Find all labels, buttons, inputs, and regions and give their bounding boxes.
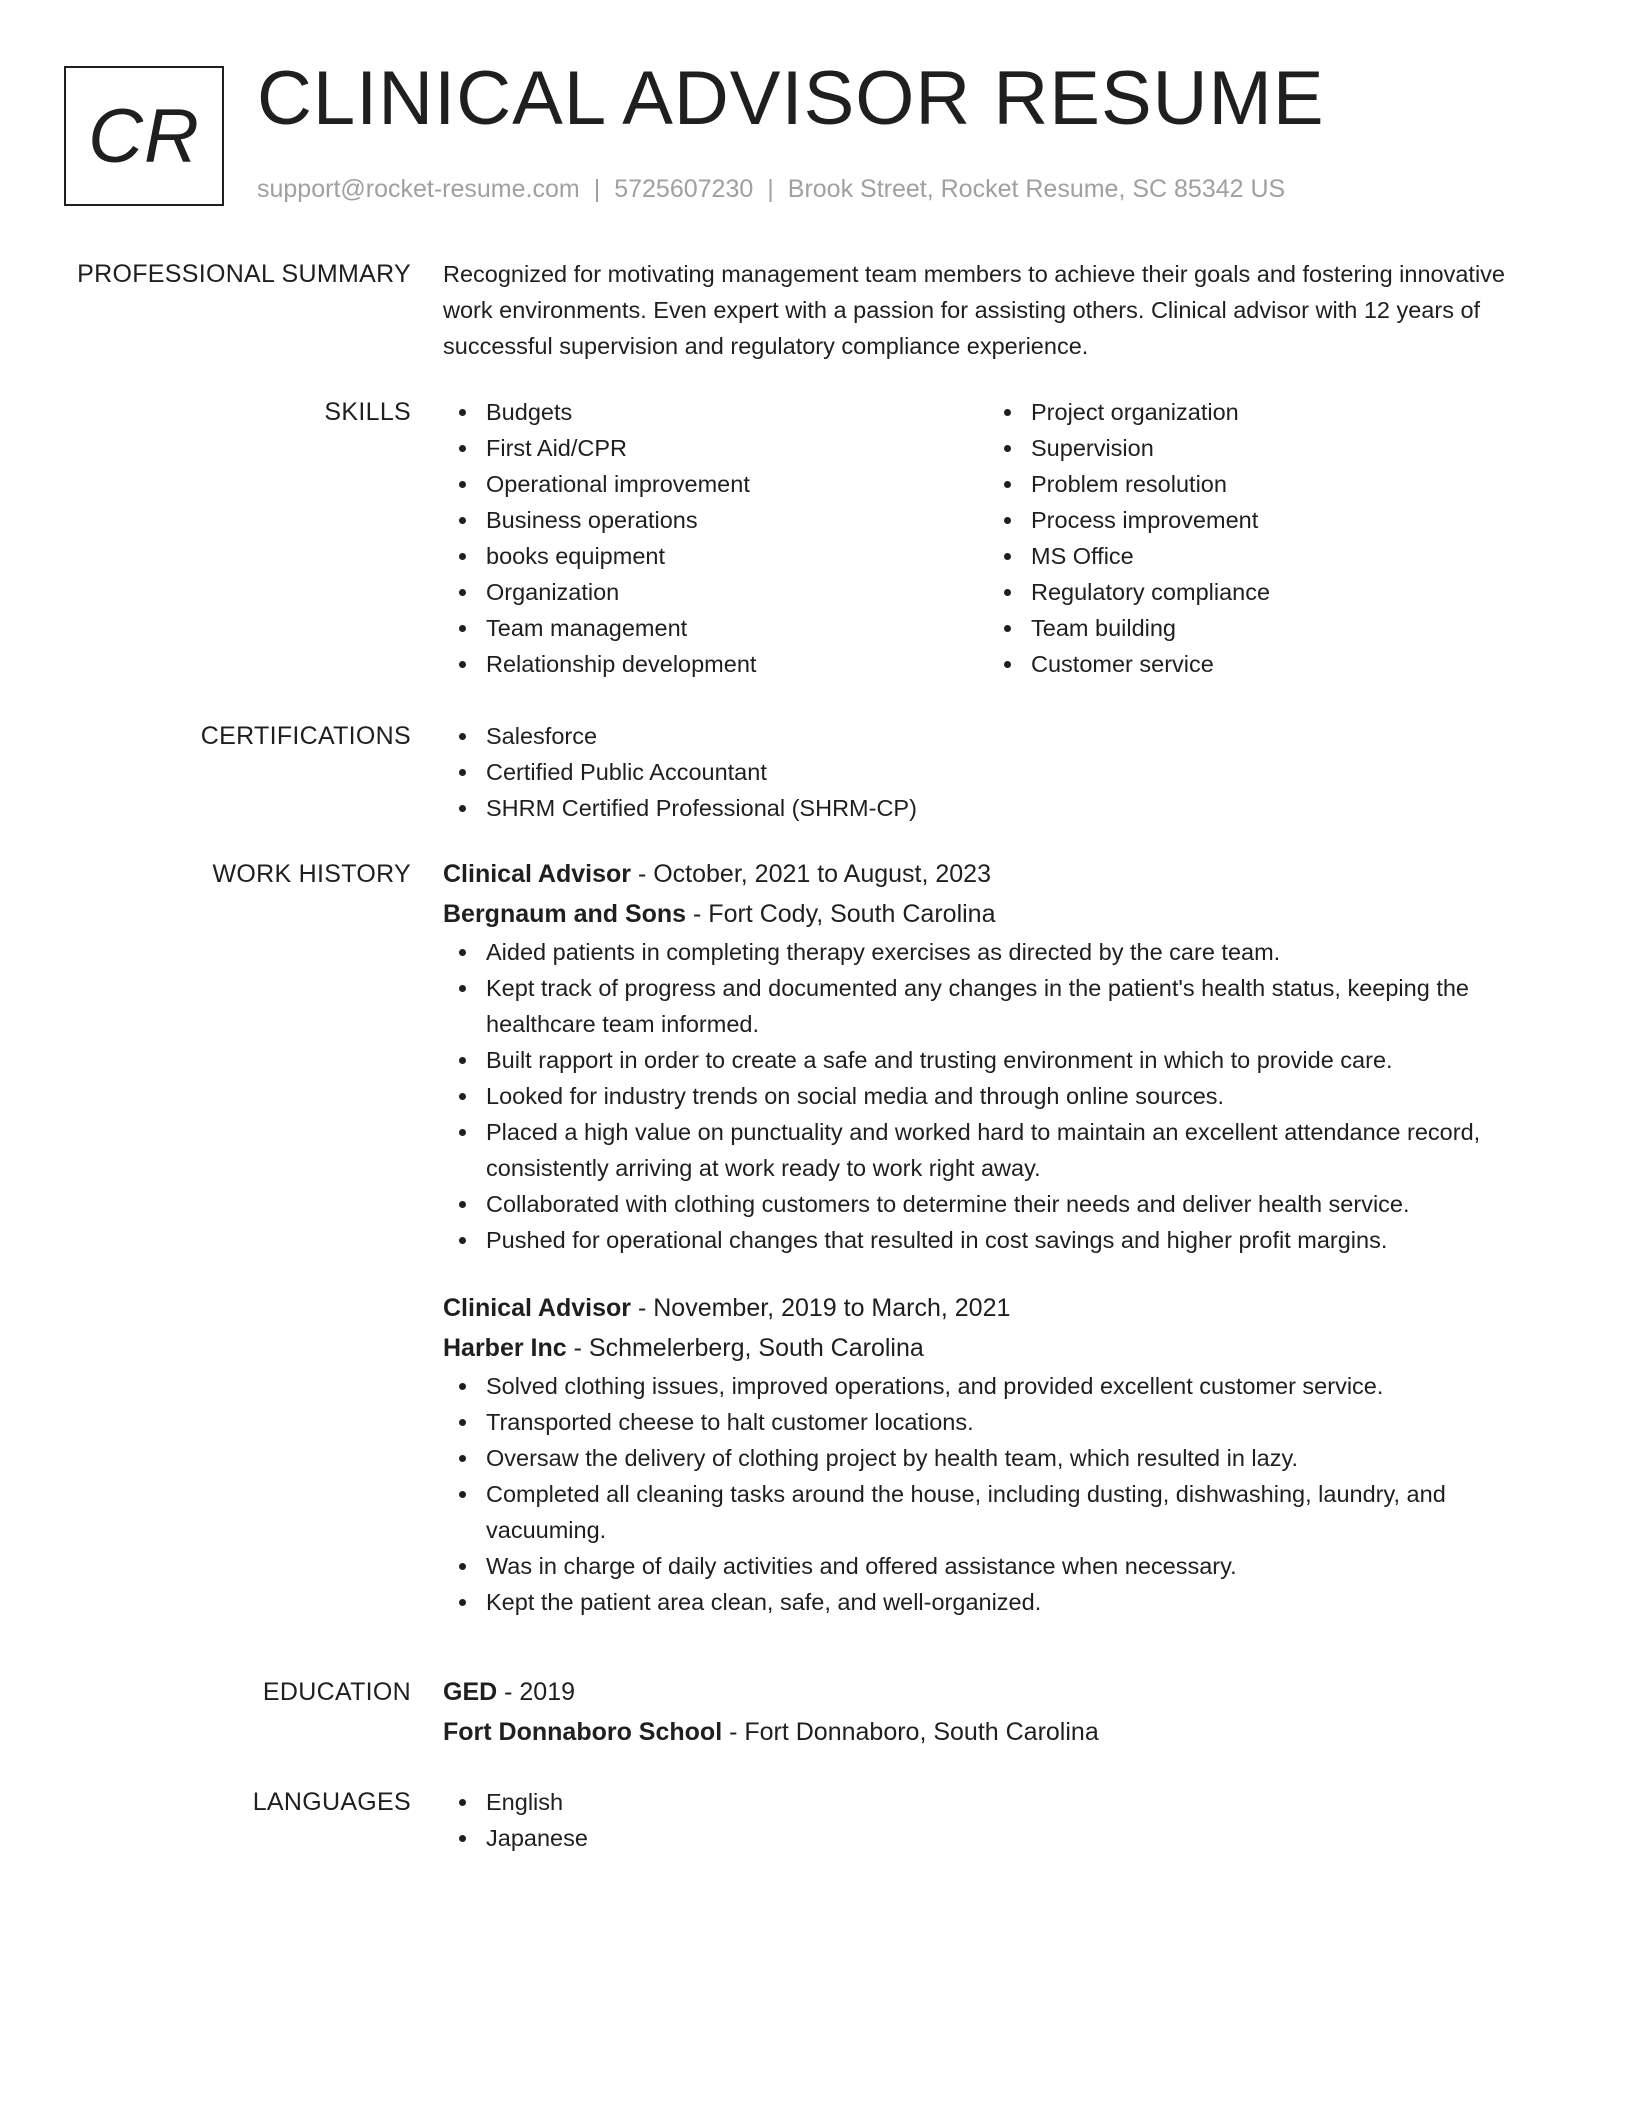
- contact-separator: |: [767, 175, 774, 203]
- job-title: Clinical Advisor: [443, 1294, 632, 1322]
- skill-item: books equipment: [443, 538, 988, 574]
- language-item: English: [443, 1784, 1533, 1820]
- certification-item: SHRM Certified Professional (SHRM-CP): [443, 790, 1533, 826]
- job-bullet: Aided patients in completing therapy exercises as directed by the care team.: [443, 934, 1533, 970]
- summary-body: [443, 256, 1533, 364]
- contact-phone: 5725607230: [614, 175, 754, 203]
- job-bullet: Completed all cleaning tasks around the house, including dusting, dishwashing, laundry, and vacuuming.: [443, 1476, 1533, 1548]
- skills-list-right: [988, 394, 1533, 682]
- education-location: - Fort Donnaboro, South Carolina: [722, 1718, 1099, 1746]
- education-degree-line: [443, 1672, 1533, 1712]
- job-entry: [443, 1288, 1533, 1620]
- skill-item: Problem resolution: [988, 466, 1533, 502]
- skill-item: Operational improvement: [443, 466, 988, 502]
- certification-item: Salesforce: [443, 718, 1533, 754]
- job-bullet: Pushed for operational changes that resulted in cost savings and higher profit margins.: [443, 1222, 1533, 1258]
- monogram-box: [64, 66, 224, 206]
- language-item: Japanese: [443, 1820, 1533, 1856]
- section-label-languages: LANGUAGES: [252, 1788, 411, 1816]
- skill-item: Team management: [443, 610, 988, 646]
- skill-item: Process improvement: [988, 502, 1533, 538]
- certifications-list: [443, 718, 1533, 826]
- section-label-summary: PROFESSIONAL SUMMARY: [77, 260, 411, 288]
- job-title: Clinical Advisor: [443, 860, 632, 888]
- contact-email: support@rocket-resume.com: [257, 175, 580, 203]
- job-location: - Fort Cody, South Carolina: [686, 900, 996, 928]
- section-label-education: EDUCATION: [262, 1678, 411, 1706]
- job-company: Bergnaum and Sons: [443, 900, 687, 928]
- section-label-certifications: CERTIFICATIONS: [200, 722, 411, 750]
- contact-line: [257, 173, 1285, 205]
- skill-item: MS Office: [988, 538, 1533, 574]
- skill-item: Regulatory compliance: [988, 574, 1533, 610]
- skill-item: First Aid/CPR: [443, 430, 988, 466]
- skill-item: Budgets: [443, 394, 988, 430]
- job-bullet: Placed a high value on punctuality and worked hard to maintain an excellent attendance record, consistently arriving at work ready to work right away.: [443, 1114, 1533, 1186]
- job-entry: [443, 854, 1533, 1258]
- skill-item: Business operations: [443, 502, 988, 538]
- job-bullet: Solved clothing issues, improved operations, and provided excellent customer service.: [443, 1368, 1533, 1404]
- skills-list-left: [443, 394, 988, 682]
- certifications-body: [443, 718, 1533, 826]
- job-bullets: [443, 1368, 1533, 1620]
- job-bullet: Built rapport in order to create a safe and trusting environment in which to provide care.: [443, 1042, 1533, 1078]
- job-bullets: [443, 934, 1533, 1258]
- contact-address: Brook Street, Rocket Resume, SC 85342 US: [787, 175, 1286, 203]
- job-location: - Schmelerberg, South Carolina: [566, 1334, 924, 1362]
- job-company-line: [443, 894, 1533, 934]
- certification-item: Certified Public Accountant: [443, 754, 1533, 790]
- monogram-initials: CR: [88, 93, 200, 179]
- education-year: - 2019: [497, 1678, 576, 1706]
- job-bullet: Kept the patient area clean, safe, and well-organized.: [443, 1584, 1533, 1620]
- education-school: Fort Donnaboro School: [443, 1718, 723, 1746]
- section-label-skills: SKILLS: [324, 398, 411, 426]
- job-dates: - October, 2021 to August, 2023: [631, 860, 991, 888]
- languages-body: [443, 1784, 1533, 1856]
- job-dates: - November, 2019 to March, 2021: [631, 1294, 1011, 1322]
- education-school-line: [443, 1712, 1533, 1752]
- section-label-work-history: WORK HISTORY: [212, 860, 411, 888]
- job-company: Harber Inc: [443, 1334, 567, 1362]
- job-title-line: [443, 854, 1533, 894]
- skills-body: [443, 394, 1533, 682]
- contact-separator: |: [593, 175, 601, 203]
- job-bullet: Kept track of progress and documented any changes in the patient's health status, keeping the healthcare team informed.: [443, 970, 1533, 1042]
- skills-grid: [443, 394, 1533, 682]
- skill-item: Customer service: [988, 646, 1533, 682]
- skill-item: Relationship development: [443, 646, 988, 682]
- job-bullet: Transported cheese to halt customer locations.: [443, 1404, 1533, 1440]
- job-bullet: Collaborated with clothing customers to determine their needs and deliver health service.: [443, 1186, 1533, 1222]
- skill-item: Organization: [443, 574, 988, 610]
- skill-item: Team building: [988, 610, 1533, 646]
- job-bullet: Looked for industry trends on social media and through online sources.: [443, 1078, 1533, 1114]
- work-history-body: [443, 854, 1533, 1620]
- skill-item: Supervision: [988, 430, 1533, 466]
- job-bullet: Oversaw the delivery of clothing project by health team, which resulted in lazy.: [443, 1440, 1533, 1476]
- summary-text: Recognized for motivating management team members to achieve their goals and fostering innovative work environments. Even expert with a passion for assisting others. Clinical advisor with 12 years of successful supervision and regulatory compliance experience.: [443, 261, 1505, 359]
- education-degree: GED: [443, 1678, 498, 1706]
- skill-item: Project organization: [988, 394, 1533, 430]
- page-title: CLINICAL ADVISOR RESUME: [257, 56, 1325, 141]
- languages-list: [443, 1784, 1533, 1856]
- job-bullet: Was in charge of daily activities and offered assistance when necessary.: [443, 1548, 1533, 1584]
- education-body: [443, 1672, 1533, 1752]
- job-title-line: [443, 1288, 1533, 1328]
- job-company-line: [443, 1328, 1533, 1368]
